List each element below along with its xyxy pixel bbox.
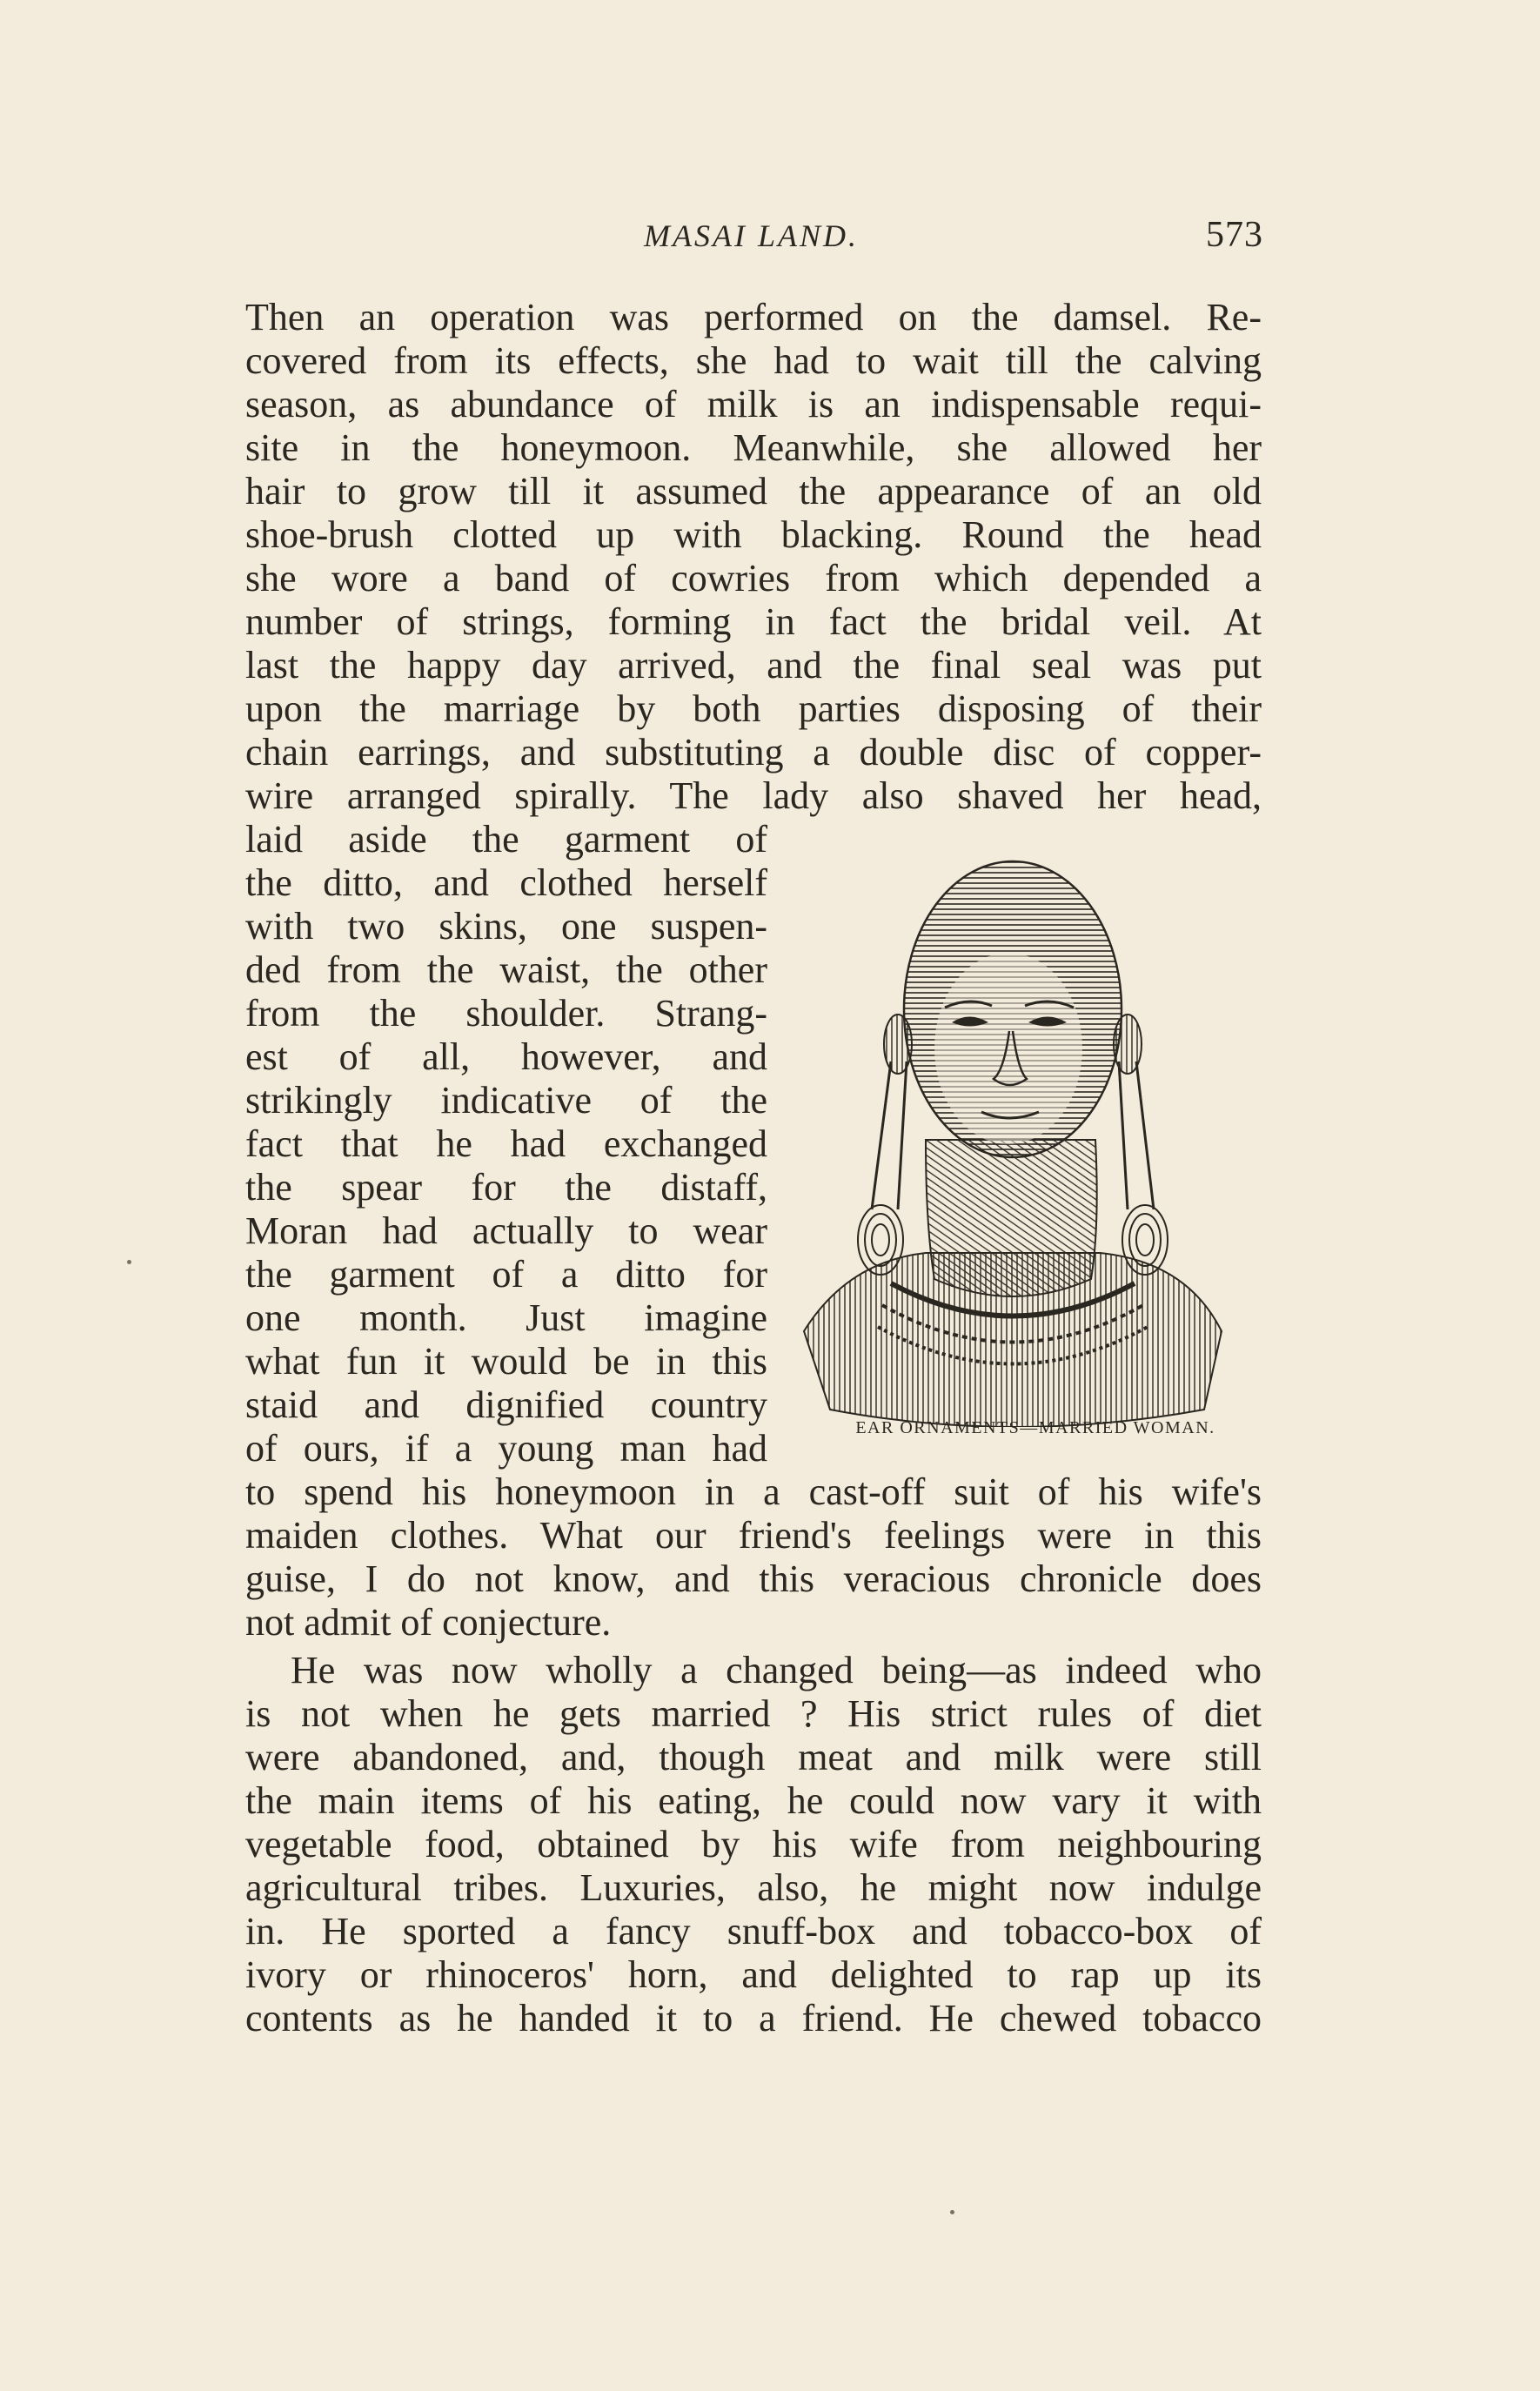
text-line: one month. Just imagine [245,1296,767,1339]
text-line: hair to grow till it assumed the appearance of an old [245,470,1262,512]
text-line: is not when he gets married ? His strict rules of diet [245,1692,1262,1735]
text-line: He was now wholly a changed being—as indeed who [291,1649,1262,1691]
paper-speck [127,1260,131,1264]
text-line: season, as abundance of milk is an indispensable requi- [245,383,1262,425]
engraving-portrait [795,844,1227,1427]
text-line: Then an operation was performed on the damsel. Re- [245,296,1262,338]
text-line: what fun it would be in this [245,1340,767,1383]
text-line: maiden clothes. What our friend's feelings were in this [245,1514,1262,1557]
text-line: last the happy day arrived, and the final seal was put [245,644,1262,686]
text-line: of ours, if a young man had [245,1427,767,1470]
text-line: not admit of conjecture. [245,1601,612,1644]
text-line: from the shoulder. Strang- [245,992,767,1035]
text-line: covered from its effects, she had to wait till the calving [245,339,1262,382]
text-line: site in the honeymoon. Meanwhile, she allowed her [245,426,1262,469]
page-header [0,215,1540,270]
text-line: guise, I do not know, and this veracious chronicle does [245,1557,1262,1600]
text-line: shoe-brush clotted up with blacking. Round the head [245,513,1262,556]
text-line: wire arranged spirally. The lady also shaved her head, [245,774,1262,817]
running-head: MASAI LAND. [644,218,859,253]
text-line: strikingly indicative of the [245,1079,767,1122]
text-line: number of strings, forming in fact the bridal veil. At [245,600,1262,643]
paper-speck [950,2210,954,2214]
text-line: the spear for the distaff, [245,1166,767,1209]
text-line: contents as he handed it to a friend. He chewed tobacco [245,1997,1262,2039]
text-line: ded from the waist, the other [245,948,767,991]
text-line: chain earrings, and substituting a double disc of copper- [245,731,1262,774]
figure-caption: EAR ORNAMENTS—MARRIED WOMAN. [855,1418,1215,1437]
text-line: laid aside the garment of [245,818,767,861]
text-line: to spend his honeymoon in a cast-off suit of his wife's [245,1470,1262,1513]
text-line: Moran had actually to wear [245,1209,767,1252]
text-line: were abandoned, and, though meat and milk were still [245,1736,1262,1778]
text-line: agricultural tribes. Luxuries, also, he might now indulge [245,1866,1262,1909]
page-number: 573 [1206,215,1263,255]
text-line: vegetable food, obtained by his wife from neighbouring [245,1823,1262,1865]
text-line: with two skins, one suspen- [245,905,767,948]
text-line: the main items of his eating, he could now vary it with [245,1779,1262,1822]
text-line: the garment of a ditto for [245,1253,767,1296]
text-line: ivory or rhinoceros' horn, and delighted to rap up its [245,1953,1262,1996]
text-line: est of all, however, and [245,1035,767,1078]
engraving-married-woman [795,844,1227,1427]
text-line: upon the marriage by both parties disposing of their [245,687,1262,730]
text-line: staid and dignified country [245,1383,767,1426]
text-line: fact that he had exchanged [245,1122,767,1165]
text-line: in. He sported a fancy snuff-box and tobacco-box of [245,1910,1262,1952]
text-line: the ditto, and clothed herself [245,861,767,904]
text-line: she wore a band of cowries from which depended a [245,557,1262,599]
